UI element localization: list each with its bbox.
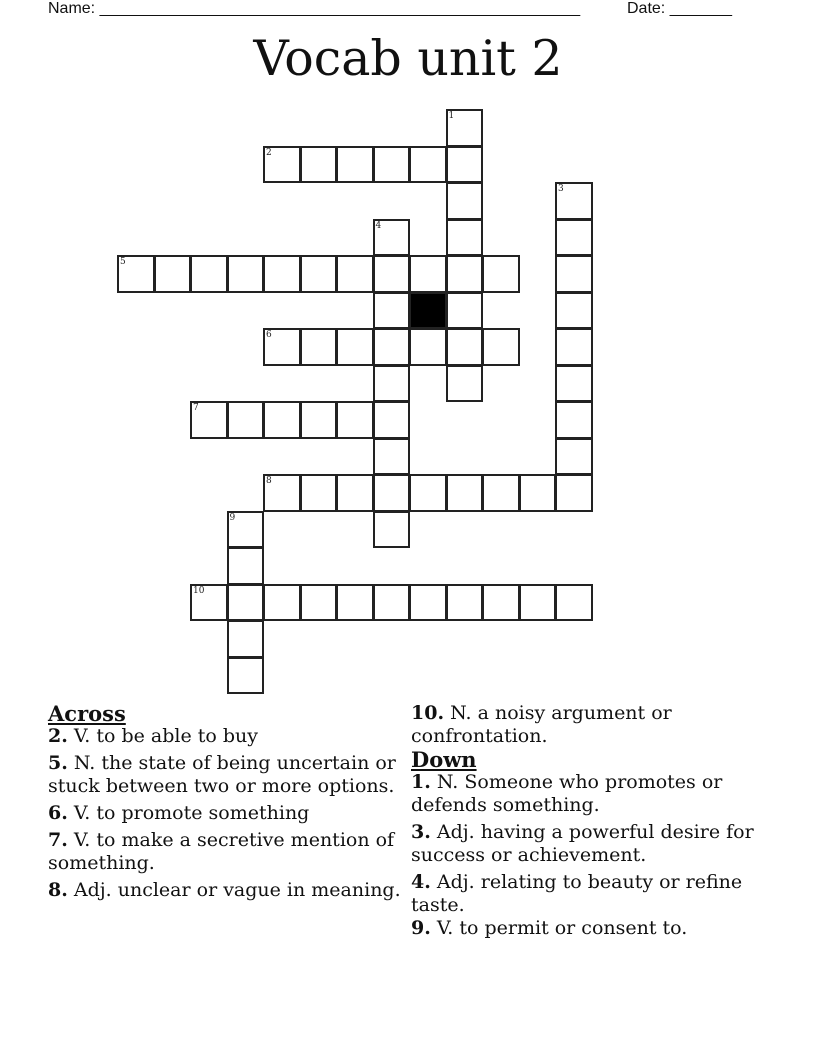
- crossword-cell[interactable]: [373, 401, 411, 439]
- crossword-cell[interactable]: [117, 255, 155, 293]
- crossword-cell[interactable]: [409, 584, 447, 622]
- crossword-cell[interactable]: [446, 584, 484, 622]
- crossword-cell[interactable]: [263, 146, 301, 184]
- date-field-label: Date: _______: [627, 0, 732, 17]
- crossword-cell[interactable]: [263, 584, 301, 622]
- crossword-cell[interactable]: [190, 584, 228, 622]
- crossword-cell[interactable]: [373, 438, 411, 476]
- crossword-cell[interactable]: [227, 657, 265, 695]
- clue-down-4: 4. Adj. relating to beauty or refine taste.: [411, 871, 743, 916]
- crossword-cell[interactable]: [446, 219, 484, 257]
- clue-number: 3: [558, 184, 564, 194]
- clue-number: 9: [229, 512, 236, 523]
- crossword-cell[interactable]: [409, 255, 447, 293]
- crossword-cell[interactable]: [555, 182, 593, 220]
- across-heading: Across: [48, 701, 126, 726]
- clue-number: 10: [193, 585, 205, 596]
- name-field-label: Name: ______________________________________________________: [48, 0, 581, 17]
- crossword-cell[interactable]: [373, 328, 411, 366]
- crossword-cell[interactable]: [482, 328, 520, 366]
- crossword-cell[interactable]: [300, 474, 338, 512]
- crossword-cell[interactable]: [555, 438, 593, 476]
- crossword-cell[interactable]: [555, 328, 593, 366]
- crossword-cell[interactable]: [336, 474, 374, 512]
- clue-number: 6: [266, 330, 272, 340]
- crossword-cell[interactable]: [555, 255, 593, 293]
- clue-across-6: 6. V. to promote something: [48, 802, 310, 824]
- crossword-black-cell: [409, 292, 447, 330]
- crossword-cell[interactable]: [336, 255, 374, 293]
- clues-right-column: [411, 702, 781, 940]
- clue-number: 7: [193, 403, 199, 413]
- crossword-cell[interactable]: [373, 584, 411, 622]
- crossword-cell[interactable]: [336, 584, 374, 622]
- clue-across-8: 8. Adj. unclear or vague in meaning.: [48, 879, 401, 901]
- crossword-cell[interactable]: [300, 146, 338, 184]
- clue-down-1: 1. N. Someone who promotes or defends something.: [411, 771, 723, 816]
- crossword-cell[interactable]: [555, 584, 593, 622]
- crossword-cell[interactable]: [190, 255, 228, 293]
- crossword-cell[interactable]: [409, 474, 447, 512]
- crossword-cell[interactable]: [263, 255, 301, 293]
- crossword-cell[interactable]: [263, 328, 301, 366]
- clue-number: 1: [448, 111, 455, 121]
- crossword-cell[interactable]: [373, 292, 411, 330]
- crossword-cell[interactable]: [555, 474, 593, 512]
- crossword-cell[interactable]: [373, 255, 411, 293]
- crossword-cell[interactable]: [227, 511, 265, 549]
- crossword-cell[interactable]: [373, 511, 411, 549]
- clue-number: 8: [266, 476, 272, 486]
- crossword-cell[interactable]: [373, 146, 411, 184]
- crossword-cell[interactable]: [446, 328, 484, 366]
- page-title: Vocab unit 2: [253, 30, 563, 87]
- clue-down-3: 3. Adj. having a powerful desire for success or achievement.: [411, 821, 754, 866]
- crossword-cell[interactable]: [446, 255, 484, 293]
- clue-number: 2: [266, 147, 272, 158]
- crossword-cell[interactable]: [227, 620, 265, 658]
- crossword-cell[interactable]: [300, 584, 338, 622]
- crossword-cell[interactable]: [555, 219, 593, 257]
- crossword-cell[interactable]: [446, 292, 484, 330]
- clue-number: 4: [375, 220, 382, 231]
- crossword-cell[interactable]: [263, 401, 301, 439]
- crossword-cell[interactable]: [446, 146, 484, 184]
- crossword-cell[interactable]: [300, 401, 338, 439]
- crossword-cell[interactable]: [555, 365, 593, 403]
- crossword-cell[interactable]: [519, 584, 557, 622]
- crossword-cell[interactable]: [300, 255, 338, 293]
- crossword-cell[interactable]: [154, 255, 192, 293]
- clue-across-7: 7. V. to make a secretive mention of something.: [48, 829, 395, 874]
- crossword-cell[interactable]: [482, 474, 520, 512]
- crossword-cell[interactable]: [409, 328, 447, 366]
- crossword-cell[interactable]: [373, 474, 411, 512]
- crossword-cell[interactable]: [482, 584, 520, 622]
- crossword-cell[interactable]: [263, 474, 301, 512]
- crossword-cell[interactable]: [336, 401, 374, 439]
- clue-number: 5: [120, 257, 126, 267]
- down-heading: Down: [411, 747, 477, 772]
- crossword-cell[interactable]: [409, 146, 447, 184]
- crossword-cell[interactable]: [336, 328, 374, 366]
- crossword-cell[interactable]: [446, 474, 484, 512]
- clue-down-9: 9. V. to permit or consent to.: [411, 917, 688, 939]
- crossword-cell[interactable]: [446, 109, 484, 147]
- crossword-cell[interactable]: [336, 146, 374, 184]
- crossword-cell[interactable]: [227, 401, 265, 439]
- clue-across-2: 2. V. to be able to buy: [48, 725, 259, 747]
- crossword-cell[interactable]: [227, 255, 265, 293]
- crossword-cell[interactable]: [482, 255, 520, 293]
- crossword-cell[interactable]: [373, 365, 411, 403]
- crossword-cell[interactable]: [373, 219, 411, 257]
- crossword-cell[interactable]: [446, 365, 484, 403]
- crossword-cell[interactable]: [227, 547, 265, 585]
- clue-across-10: 10. N. a noisy argument or confrontation.: [411, 702, 672, 747]
- crossword-cell[interactable]: [190, 401, 228, 439]
- crossword-cell[interactable]: [227, 584, 265, 622]
- crossword-cell[interactable]: [519, 474, 557, 512]
- crossword-cell[interactable]: [300, 328, 338, 366]
- crossword-cell[interactable]: [555, 401, 593, 439]
- crossword-cell[interactable]: [446, 182, 484, 220]
- clue-across-5: 5. N. the state of being uncertain or stuck between two or more options.: [48, 752, 396, 797]
- clues-left-column: [48, 702, 408, 902]
- crossword-cell[interactable]: [555, 292, 593, 330]
